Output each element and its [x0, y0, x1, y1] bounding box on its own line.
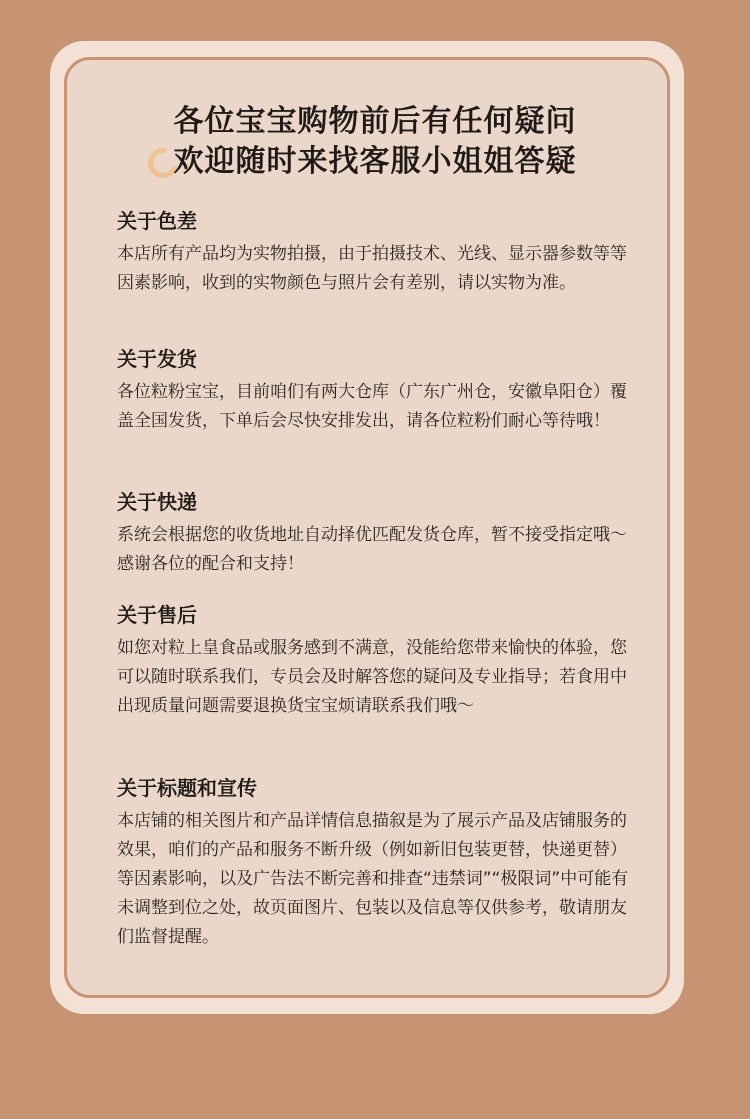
- section-title: 关于标题和宣传: [117, 776, 257, 800]
- section-body: 本店铺的相关图片和产品详情信息描叙是为了展示产品及店铺服务的效果，咱们的产品和服务不断升级（例如新旧包装更替，快递更替）等因素影响，以及广告法不断完善和排查“违禁词”“极限词”中可能有未调整到位之处，故页面图片、包装以及信息等仅供参考，敬请朋友们监督提醒。: [117, 811, 629, 947]
- section-title: 关于发货: [117, 347, 197, 371]
- section-body: 如您对粒上皇食品或服务感到不满意，没能给您带来愉快的体验，您可以随时联系我们，专员会及时解答您的疑问及专业指导；若食用中出现质量问题需要退换货宝宝烦请联系我们哦～: [117, 638, 627, 716]
- section-after-sales: [117, 602, 637, 721]
- section-title: 关于售后: [117, 603, 197, 627]
- section-color-difference: [117, 208, 637, 298]
- section-body: 各位粒粉宝宝，目前咱们有两大仓库（广东广州仓，安徽阜阳仓）覆盖全国发货，下单后会尽快安排发出，请各位粒粉们耐心等待哦！: [117, 382, 627, 431]
- header-line-1: 各位宝宝购物前后有任何疑问: [173, 104, 577, 139]
- section-title-and-promotion: [117, 775, 637, 952]
- section-body: 系统会根据您的收货地址自动择优匹配发货仓库，暂不接受指定哦～感谢各位的配合和支持！: [117, 525, 627, 574]
- section-courier: [117, 489, 637, 579]
- header-line-2: 欢迎随时来找客服小姐姐答疑: [173, 144, 577, 179]
- section-body: 本店所有产品均为实物拍摄，由于拍摄技术、光线、显示器参数等等因素影响，收到的实物颜色与照片会有差别，请以实物为准。: [117, 244, 627, 293]
- section-shipping: [117, 346, 637, 436]
- section-title: 关于色差: [117, 209, 197, 233]
- section-title: 关于快递: [117, 490, 197, 514]
